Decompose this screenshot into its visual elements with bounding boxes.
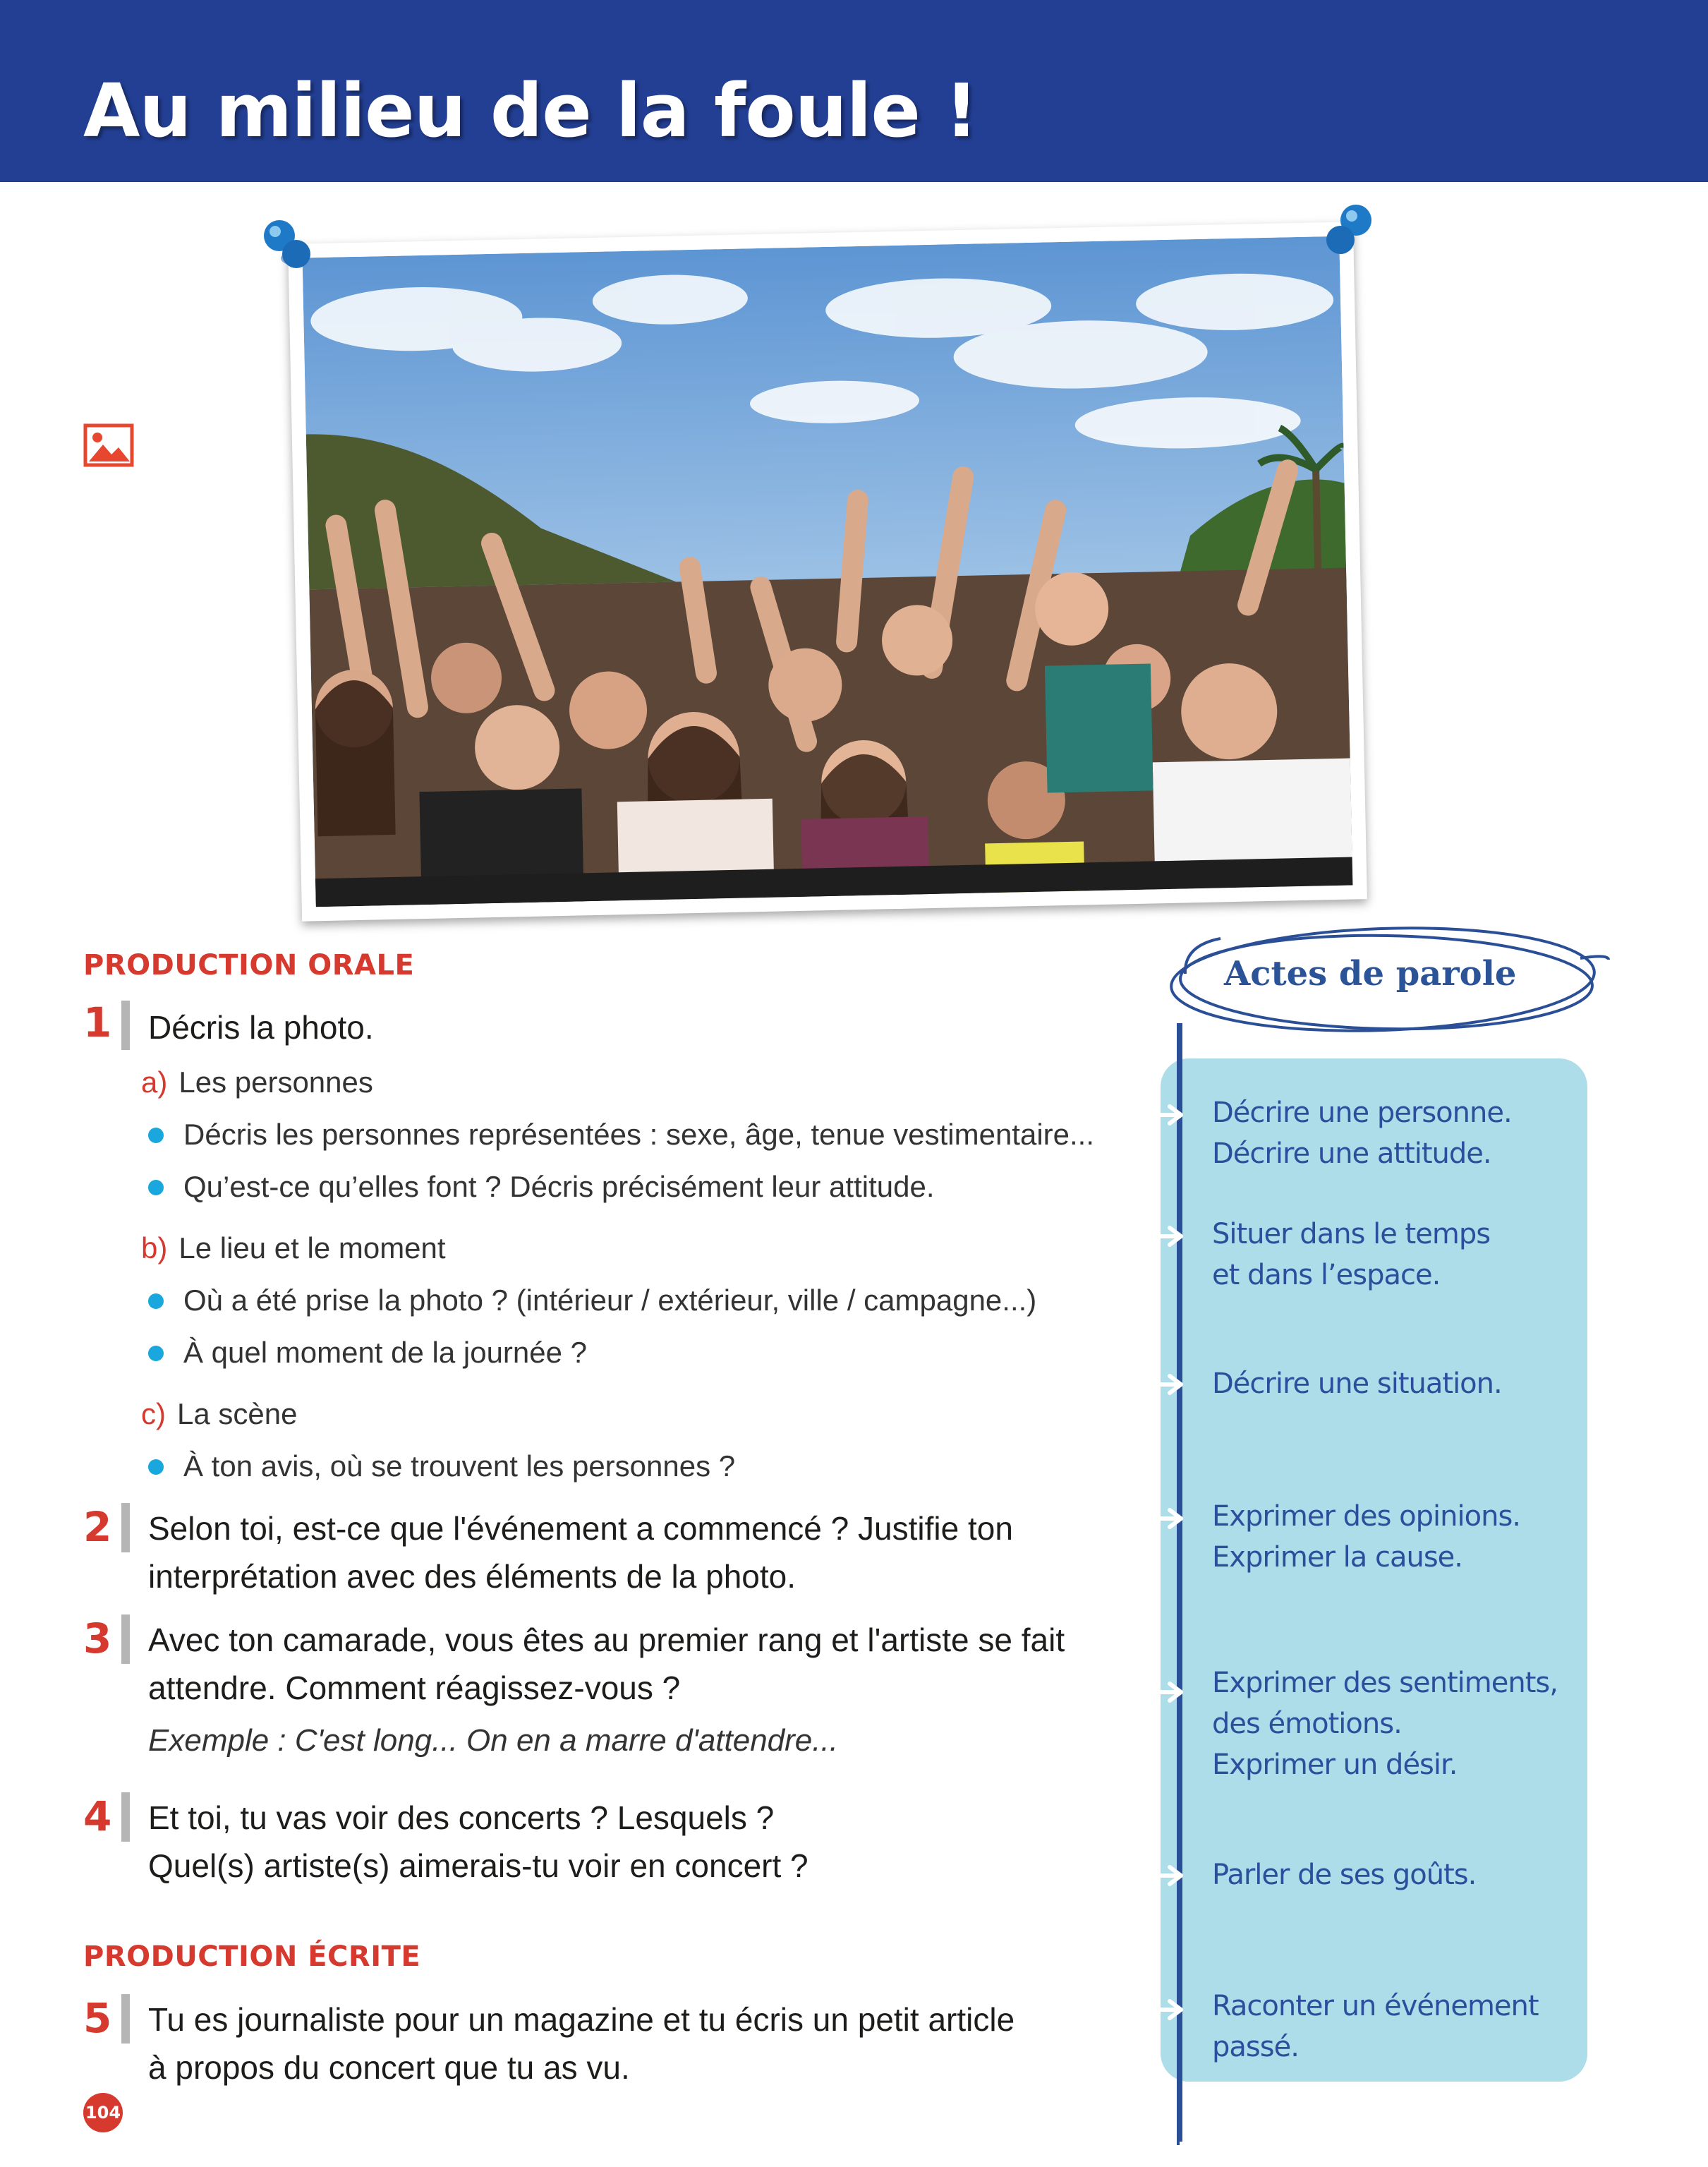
question-text [148, 1504, 1157, 1600]
act-group [1212, 1662, 1558, 1785]
act-group [1212, 1214, 1490, 1296]
section-heading-production-orale: PRODUCTION ORALE [83, 949, 415, 982]
act-line: et dans l’espace. [1212, 1259, 1441, 1291]
act-line: Exprimer la cause. [1212, 1541, 1462, 1574]
question-text: Décris la photo. [148, 1009, 374, 1046]
question-line: attendre. Comment réagissez-vous ? [148, 1670, 681, 1706]
question-number: 2 [83, 1503, 112, 1551]
arrow-right-icon [1149, 1222, 1191, 1250]
question-number: 4 [83, 1792, 112, 1840]
sub-item-c [141, 1397, 297, 1431]
bullet-dot [148, 1459, 164, 1475]
bullet-text: Où a été prise la photo ? (intérieur / extérieur, ville / campagne...) [183, 1284, 1037, 1317]
question-bar [121, 1994, 130, 2044]
act-line: Raconter un événement [1212, 1990, 1539, 2022]
act-line: Exprimer des opinions. [1212, 1500, 1521, 1533]
section-heading-production-ecrite: PRODUCTION ÉCRITE [83, 1940, 421, 1973]
sub-label: La scène [177, 1397, 298, 1430]
pushpin-icon [1316, 202, 1380, 265]
question-bar [121, 1792, 130, 1842]
title-banner [0, 0, 1708, 182]
question-number: 5 [83, 1994, 112, 2042]
arrow-right-icon [1149, 1101, 1191, 1129]
sub-item-a [141, 1066, 373, 1099]
question-line: interprétation avec des éléments de la photo. [148, 1558, 797, 1595]
example-text: Exemple : C'est long... On en a marre d'attendre... [148, 1723, 838, 1758]
arrow-right-icon [1149, 1678, 1191, 1706]
pushpin-icon [260, 216, 323, 279]
question-bar [121, 1001, 130, 1050]
sub-letter: c) [141, 1397, 166, 1430]
question-line: Avec ton camarade, vous êtes au premier rang et l'artiste se fait [148, 1622, 1065, 1658]
bullet-text: Décris les personnes représentées : sexe, âge, tenue vestimentaire... [183, 1118, 1095, 1151]
sub-label: Le lieu et le moment [178, 1231, 446, 1264]
sub-item-b [141, 1231, 446, 1265]
act-line: Décrire une situation. [1212, 1368, 1502, 1400]
bullet-dot [148, 1180, 164, 1195]
act-group [1212, 1092, 1512, 1174]
bullet-dot [148, 1128, 164, 1143]
question-text [148, 1996, 1157, 2091]
question-text [148, 1794, 1157, 1890]
photo-frame [288, 222, 1367, 921]
question-line: Selon toi, est-ce que l'événement a commencé ? Justifie ton [148, 1510, 1013, 1547]
question-line: Tu es journaliste pour un magazine et tu écris un petit article [148, 2001, 1015, 2038]
arrow-right-icon [1149, 1861, 1191, 1890]
actes-de-parole-title: Actes de parole [1224, 954, 1517, 994]
arrow-right-icon [1149, 1996, 1191, 2024]
act-line: passé. [1212, 2031, 1299, 2063]
act-line: Situer dans le temps [1212, 1218, 1491, 1250]
bullet-text: Qu’est-ce qu’elles font ? Décris précisément leur attitude. [183, 1170, 935, 1203]
bullet-text: À quel moment de la journée ? [183, 1336, 588, 1369]
act-group [1212, 1363, 1502, 1404]
question-text [148, 1616, 1157, 1712]
bullet-dot [148, 1346, 164, 1361]
question-number: 1 [83, 998, 112, 1046]
act-line: des émotions. [1212, 1708, 1402, 1740]
act-line: Exprimer un désir. [1212, 1749, 1458, 1781]
act-line: Parler de ses goûts. [1212, 1859, 1477, 1891]
act-group [1212, 1986, 1539, 2068]
question-bar [121, 1503, 130, 1552]
image-icon[interactable] [83, 423, 134, 467]
question-number: 3 [83, 1614, 112, 1662]
arrow-right-icon [1149, 1370, 1191, 1399]
act-group [1212, 1854, 1476, 1895]
page-title: Au milieu de la foule ! [83, 68, 978, 154]
act-line: Décrire une attitude. [1212, 1137, 1491, 1170]
act-line: Décrire une personne. [1212, 1097, 1512, 1129]
question-line: à propos du concert que tu as vu. [148, 2049, 630, 2086]
sub-letter: a) [141, 1066, 168, 1099]
question-bar [121, 1614, 130, 1664]
sub-label: Les personnes [178, 1066, 373, 1099]
act-group [1212, 1496, 1520, 1578]
question-line: Et toi, tu vas voir des concerts ? Lesquels ? [148, 1799, 775, 1836]
concert-crowd-photo [303, 236, 1353, 907]
act-line: Exprimer des sentiments, [1212, 1667, 1558, 1699]
question-line: Quel(s) artiste(s) aimerais-tu voir en concert ? [148, 1847, 808, 1884]
bullet-dot [148, 1293, 164, 1309]
bullet-text: À ton avis, où se trouvent les personnes ? [183, 1449, 736, 1483]
page-number: 104 [83, 2093, 123, 2132]
sub-letter: b) [141, 1231, 168, 1264]
arrow-right-icon [1149, 1504, 1191, 1533]
